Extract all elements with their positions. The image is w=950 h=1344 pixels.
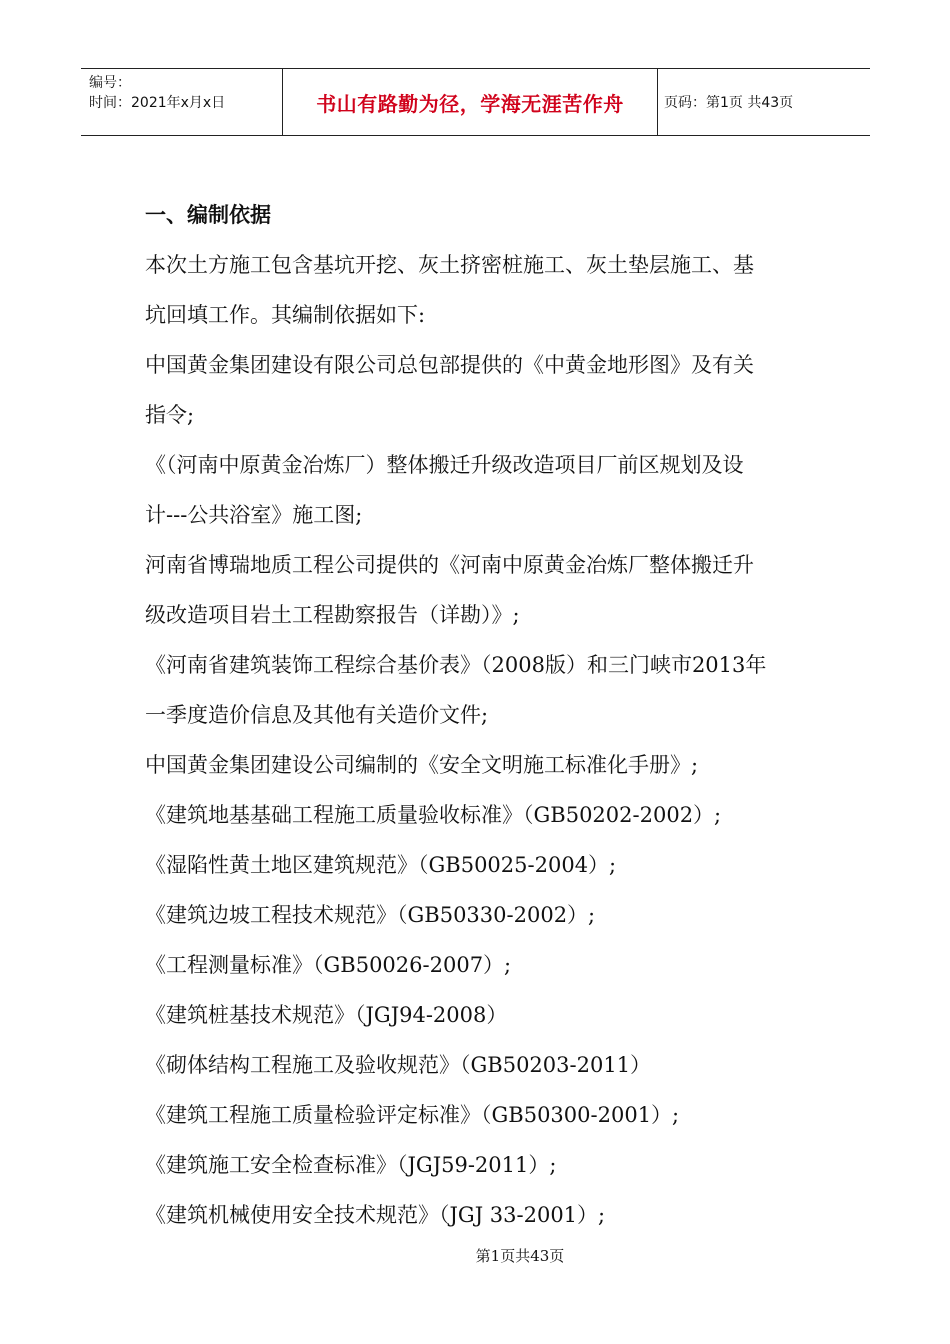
body-line: 河南省博瑞地质工程公司提供的《河南中原黄金冶炼厂整体搬迁升 [145, 553, 754, 577]
body-line: 《建筑边坡工程技术规范》（GB50330-2002）; [145, 903, 596, 927]
header-page-info: 页码：第1页 共43页 [664, 95, 794, 111]
header-motto: 书山有路勤为径，学海无涯苦作舟 [283, 69, 658, 135]
body-line: 《建筑施工安全检查标准》（JGJ59-2011）; [145, 1153, 557, 1177]
body-line: 《河南省建筑装饰工程综合基价表》（2008版）和三门峡市2013年 [145, 653, 767, 677]
body-line: 级改造项目岩土工程勘察报告（详勘）》; [145, 603, 520, 627]
body-line: 《建筑工程施工质量检验评定标准》（GB50300-2001）; [145, 1103, 680, 1127]
body-line: 中国黄金集团建设公司编制的《安全文明施工标准化手册》; [145, 753, 699, 777]
body-line: 《工程测量标准》（GB50026-2007）; [145, 953, 512, 977]
body-line: 坑回填工作。其编制依据如下: [145, 303, 426, 327]
body-line: 《砌体结构工程施工及验收规范》（GB50203-2011） [145, 1053, 652, 1077]
section-heading: 一、编制依据 [145, 203, 271, 227]
body-line: 《（河南中原黄金冶炼厂）整体搬迁升级改造项目厂前区规划及设 [145, 453, 744, 477]
document-body [145, 190, 825, 1240]
body-line: 《建筑地基基础工程施工质量验收标准》（GB50202-2002）; [145, 803, 722, 827]
body-line: 《建筑机械使用安全技术规范》（JGJ 33-2001）; [145, 1203, 606, 1227]
header-meta [81, 69, 283, 135]
body-line: 一季度造价信息及其他有关造价文件; [145, 703, 489, 727]
body-line: 计---公共浴室》施工图; [145, 503, 363, 527]
document-header [81, 68, 870, 136]
document-time-label: 时间：2021年x月x日 [89, 95, 226, 111]
page-footer: 第1页共43页 [475, 1247, 565, 1265]
body-line: 《湿陷性黄土地区建筑规范》（GB50025-2004）; [145, 853, 617, 877]
document-number-label: 编号： [89, 75, 131, 91]
body-line: 《建筑桩基技术规范》（JGJ94-2008） [145, 1003, 508, 1027]
body-line: 中国黄金集团建设有限公司总包部提供的《中黄金地形图》及有关 [145, 353, 754, 377]
body-line: 指令; [145, 403, 195, 427]
body-lines [145, 240, 825, 1240]
body-line: 本次土方施工包含基坑开挖、灰土挤密桩施工、灰土垫层施工、基 [145, 253, 754, 277]
